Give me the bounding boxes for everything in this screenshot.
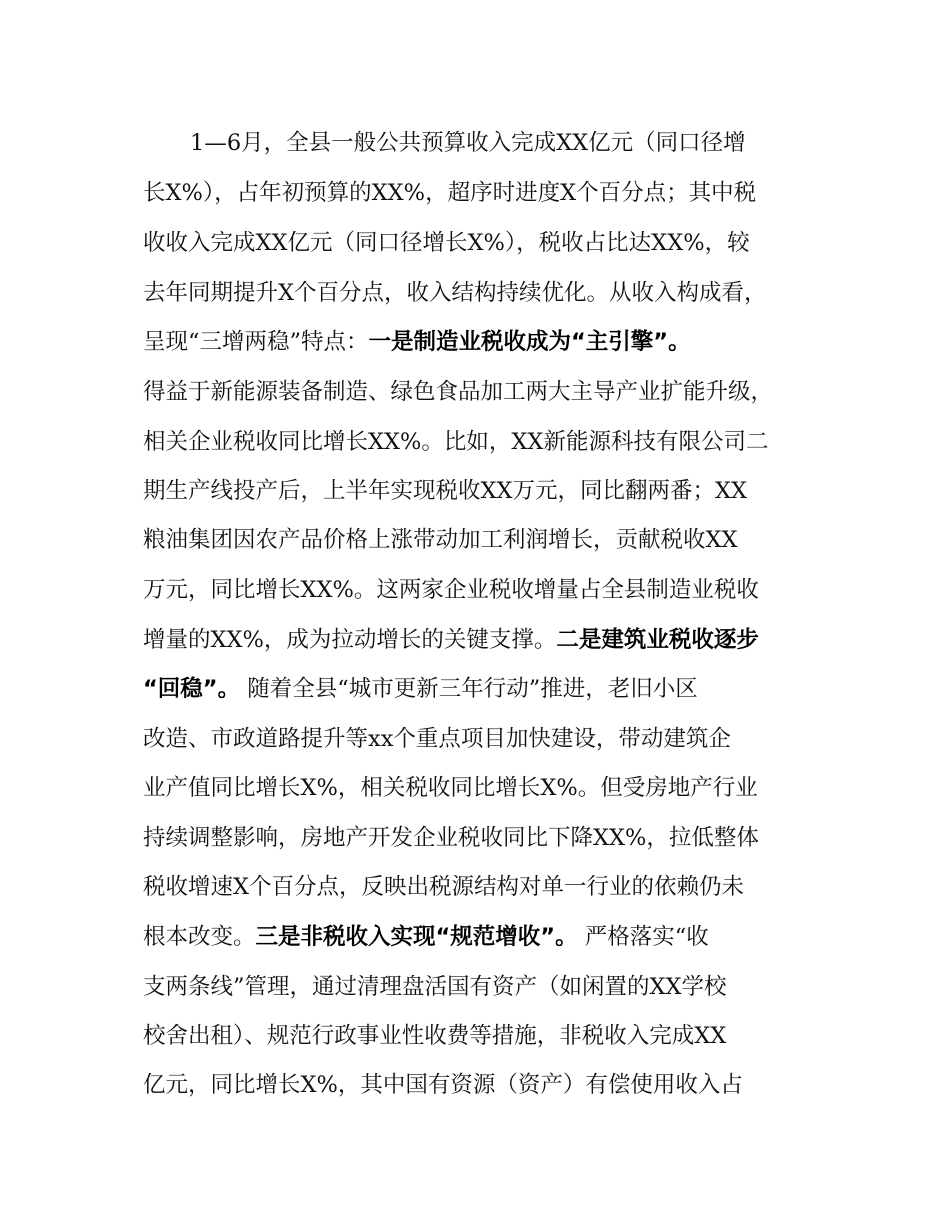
text-line	[143, 520, 823, 560]
text-line	[143, 669, 823, 709]
line-text: 1—6月，全县一般公共预算收入完成XX亿元（同口径增	[190, 130, 746, 156]
line-text: 持续调整影响，房地产开发企业税收同比下降XX%，拉低整体	[143, 825, 759, 851]
line-text: 支两条线”管理，通过清理盘活国有资产（如闲置的XX学校	[143, 974, 727, 1000]
line-text: 万元，同比增长XX%。这两家企业税收增量占全县制造业税收	[143, 577, 759, 603]
text-line	[143, 967, 823, 1007]
text-line	[143, 818, 823, 858]
line-text: 根本改变。	[143, 924, 256, 950]
text-line	[143, 719, 823, 759]
line-text: 严格落实“收	[577, 924, 709, 950]
line-text: 收收入完成XX亿元（同口径增长X%），税收占比达XX%，较	[143, 230, 750, 256]
text-line	[143, 471, 823, 511]
line-text: 业产值同比增长X%，相关税收同比增长X%。但受房地产行业	[143, 775, 758, 801]
text-line	[190, 123, 820, 163]
line-text: 随着全县“城市更新三年行动”推进，老旧小区	[240, 676, 698, 702]
line-text: 得益于新能源装备制造、绿色食品加工两大主导产业扩能升级，	[143, 379, 774, 405]
text-line	[143, 1016, 823, 1056]
text-line	[143, 768, 823, 808]
text-line	[143, 570, 823, 610]
text-line	[143, 422, 823, 462]
text-line	[143, 273, 823, 313]
text-line	[143, 372, 823, 412]
line-text: 改造、市政道路提升等xx个重点项目加快建设，带动建筑企	[143, 726, 731, 752]
text-line	[143, 620, 823, 660]
bold-heading: “回稳”。	[143, 676, 241, 702]
line-text: 长X%），占年初预算的XX%，超序时进度X个百分点；其中税	[143, 180, 757, 206]
text-line	[143, 867, 823, 907]
line-text: 税收增速X个百分点，反映出税源结构对单一行业的依赖仍未	[143, 874, 745, 900]
line-text: 相关企业税收同比增长XX%。比如，XX新能源科技有限公司二	[143, 429, 769, 455]
bold-heading: 二是建筑业税收逐步	[556, 627, 759, 653]
line-text: 校舍出租）、规范行政事业性收费等措施，非税收入完成XX	[143, 1023, 727, 1049]
line-text: 去年同期提升X个百分点，收入结构持续优化。从收入构成看，	[143, 280, 767, 306]
text-line	[143, 322, 823, 362]
text-line	[143, 1065, 823, 1105]
line-text: 期生产线投产后，上半年实现税收XX万元，同比翻两番；XX	[143, 478, 748, 504]
bold-heading: 三是非税收入实现“规范增收”。	[255, 924, 578, 950]
text-line	[143, 173, 823, 213]
line-text: 粮油集团因农产品价格上涨带动加工利润增长，贡献税收XX	[143, 527, 738, 553]
bold-heading: 一是制造业税收成为“主引擎”。	[368, 329, 691, 355]
line-text: 呈现“三增两稳”特点：	[143, 329, 369, 355]
text-line	[143, 223, 823, 263]
text-line	[143, 917, 823, 957]
line-text: 亿元，同比增长X%，其中国有资源（资产）有偿使用收入占	[143, 1072, 743, 1098]
line-text: 增量的XX%，成为拉动增长的关键支撑。	[143, 627, 557, 653]
